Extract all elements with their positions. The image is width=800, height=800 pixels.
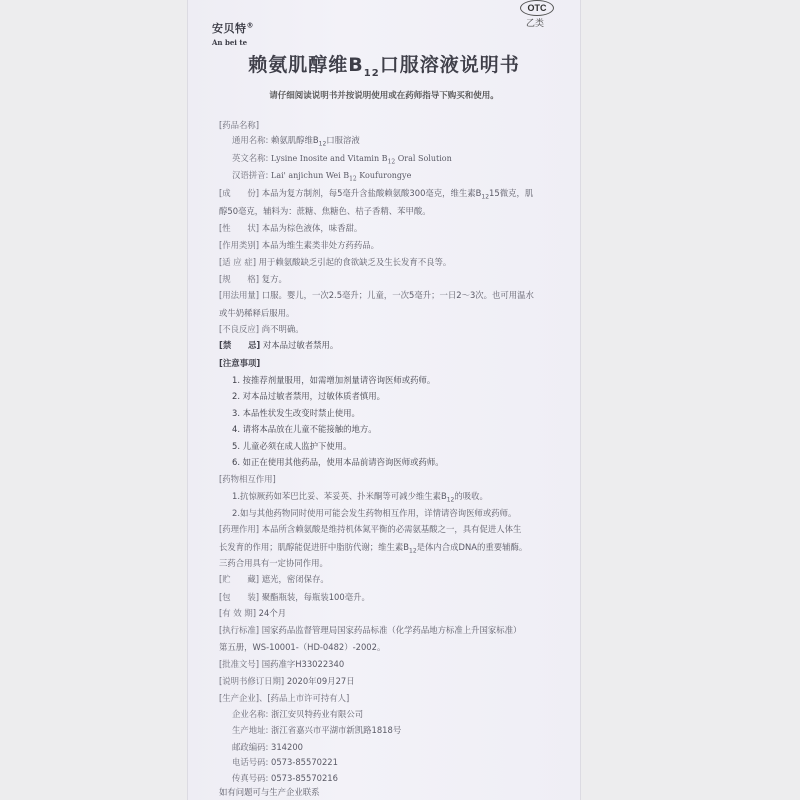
brand-name-cn: 安贝特 [212, 22, 247, 35]
company-address-row: 生产地址: 浙江省嘉兴市平湖市新凯路1818号 [232, 725, 402, 736]
brand-logo [212, 20, 254, 47]
registered-mark: ® [246, 21, 254, 30]
section-contraindications: [禁 忌] 对本品过敏者禁用。 [219, 340, 339, 351]
precaution-item: 4. 请将本品放在儿童不能接触的地方。 [232, 424, 377, 435]
section-validity: [有 效 期] 24个月 [219, 607, 287, 618]
section-precautions: [注意事项] [219, 357, 261, 368]
postcode-row: 邮政编码: 314200 [232, 741, 303, 752]
interaction-item: 2.如与其他药物同时使用可能会发生药物相互作用，详情请咨询医师或药师。 [232, 507, 517, 518]
standard-line2: 第五册，WS-10001-（HD-0482）-2002。 [219, 641, 386, 652]
pinyin-name-row: 汉语拼音: Lai' anjichun Wei $B_{12}$ Koufurongye [232, 170, 412, 183]
section-package: [包 装] 聚酯瓶装，每瓶装100毫升。 [219, 591, 370, 602]
section-standard: [执行标准] 国家药品监督管理局国家药品标准（化学药品地方标准上升国家标准） [219, 625, 522, 636]
section-label: [药品名称] [219, 120, 260, 130]
composition-line2: 醇50毫克，辅料为：蔗糖、焦糖色、桔子香精、苯甲酸。 [219, 205, 431, 216]
pharmacology-line2: 长发育的作用；肌醇能促进肝中脂肪代谢；维生素$B_{12}$是体内合成DNA的重要辅酶。 [219, 541, 528, 555]
usage-notice: 请仔细阅读说明书并按说明使用或在药师指导下购买和使用。 [269, 91, 499, 101]
phone-row: 电话号码: 0573-85570221 [232, 757, 338, 768]
interaction-item: 1.抗惊厥药如苯巴比妥、苯妥英、扑米酮等可减少维生素$B_{12}$的吸收。 [232, 490, 488, 504]
section-interactions: [药物相互作用] [219, 474, 276, 485]
section-category: [作用类别] 本品为维生素类非处方药药品。 [219, 240, 379, 251]
section-dosage: [用法用量] 口服。婴儿，一次2.5毫升；儿童，一次5毫升；一日2～3次。也可用温水 [219, 290, 534, 301]
fax-row: 传真号码: 0573-85570216 [232, 772, 338, 783]
section-composition: [成 份] 本品为复方制剂，每5毫升含盐酸赖氨酸300毫克，维生素$B_{12}15$微克，肌 [219, 188, 534, 201]
english-name-row: 英文名称: Lysine Inosite and Vitamin $B_{12}$ Oral Solution [232, 152, 452, 166]
section-pharmacology: [药理作用] 本品所含赖氨酸是维持机体氮平衡的必需氨基酸之一，具有促进人体生 [219, 524, 522, 535]
section-specification: [规 格] 复方。 [219, 273, 287, 284]
precaution-item: 3. 本品性状发生改变时禁止使用。 [232, 407, 360, 418]
section-approval: [批准文号] 国药准字H33022340 [219, 658, 345, 669]
package-insert-leaflet [187, 0, 581, 800]
footer-contact-note: 如有问题可与生产企业联系 [219, 787, 320, 797]
otc-class-label: 乙类 [526, 19, 545, 29]
precaution-item: 1. 按推荐剂量服用，如需增加剂量请咨询医师或药师。 [232, 375, 436, 386]
otc-badge: OTC [520, 0, 554, 16]
pharmacology-line3: 三药合用具有一定协同作用。 [219, 557, 328, 568]
section-revision-date: [说明书修订日期] 2020年09月27日 [219, 676, 355, 687]
common-name-row: 通用名称: 赖氨肌醇维$B_{12}$口服溶液 [232, 135, 360, 149]
section-drug-name [219, 119, 559, 132]
precaution-item: 5. 儿童必须在成人监护下使用。 [232, 440, 352, 451]
company-name-row: 企业名称: 浙江安贝特药业有限公司 [232, 709, 364, 720]
section-manufacturer: [生产企业]、[药品上市许可持有人] [219, 692, 350, 703]
section-character: [性 状] 本品为棕色液体，味香甜。 [219, 222, 363, 233]
brand-name-en: An bei te [212, 38, 248, 47]
section-storage: [贮 藏] 遮光，密闭保存。 [219, 574, 329, 585]
document-title: 赖氨肌醇维$B_{12}$口服溶液说明书 [248, 54, 520, 79]
precaution-item: 6. 如正在使用其他药品，使用本品前请咨询医师或药师。 [232, 456, 444, 467]
section-indication: [适 应 症] 用于赖氨酸缺乏引起的食欲缺乏及生长发育不良等。 [219, 256, 452, 267]
precaution-item: 2. 对本品过敏者禁用，过敏体质者慎用。 [232, 391, 386, 402]
dosage-line2: 或牛奶稀释后服用。 [219, 307, 295, 318]
section-adverse-reactions: [不良反应] 尚不明确。 [219, 324, 304, 335]
